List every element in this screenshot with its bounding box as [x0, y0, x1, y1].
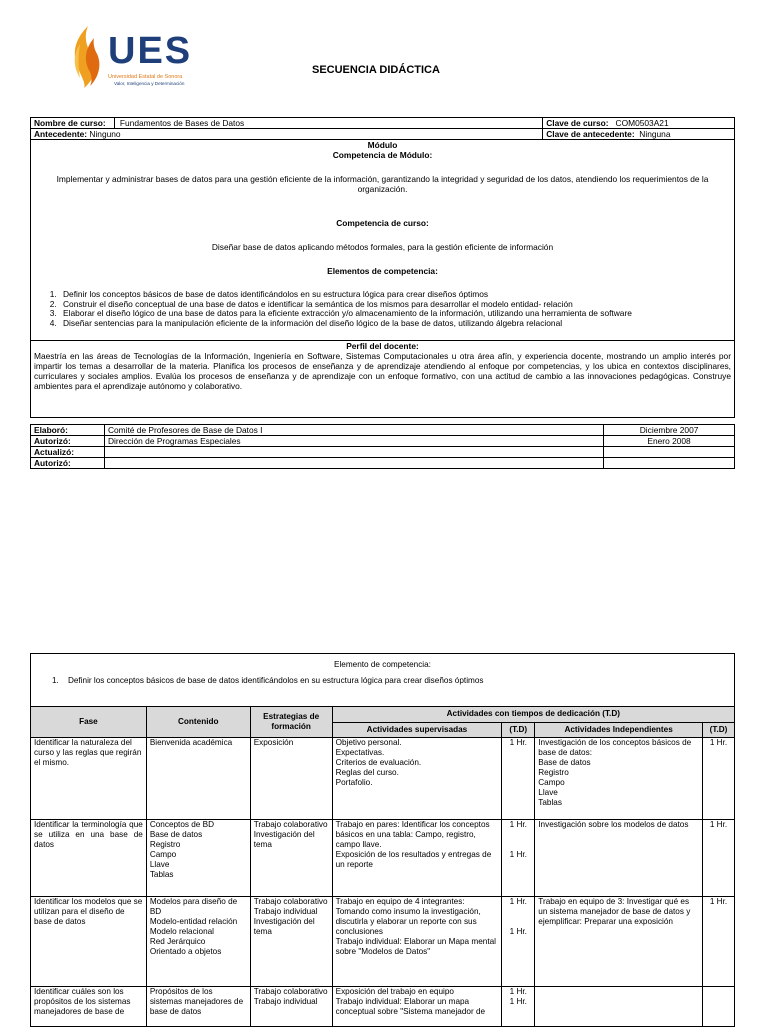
row-strategies: Exposición [250, 738, 332, 820]
document-title: SECUENCIA DIDÁCTICA [312, 64, 440, 76]
authorship-label: Actualizó: [31, 447, 105, 458]
row-td-supervised: 1 Hr. 1 Hr. [502, 897, 535, 987]
prereq-label: Antecedente: [34, 129, 88, 139]
authorship-value: Comité de Profesores de Base de Datos I [104, 425, 603, 436]
row-td-supervised: 1 Hr. [502, 738, 535, 820]
flame-icon [68, 24, 104, 90]
authorship-label: Autorizó: [31, 436, 105, 447]
sequence-table [30, 653, 735, 1027]
elements-list [34, 290, 731, 328]
authorship-date [604, 458, 735, 469]
course-key-label: Clave de curso: [546, 118, 609, 128]
element-line [34, 676, 731, 686]
profile-title: Perfil del docente: [346, 341, 419, 351]
authorship-value: Dirección de Programas Especiales [104, 436, 603, 447]
course-key-value: COM0503A21 [615, 118, 669, 128]
element-item: 1. Definir los conceptos básicos de base de datos identificándolos en su estructura lógica para crear diseños óptimos [59, 290, 731, 300]
logo-text: UES [108, 30, 193, 72]
element-header-cell [31, 654, 735, 707]
header-td-supervised: (T.D) [502, 722, 535, 738]
header-activities: Actividades con tiempos de dedicación (T.D) [332, 707, 734, 723]
authorship-table [30, 424, 735, 469]
row-supervised: Objetivo personal. Expectativas. Criterios de evaluación. Reglas del curso. Portafolio. [332, 738, 502, 820]
authorship-label: Elaboró: [31, 425, 105, 436]
sequence-row [31, 987, 735, 1027]
element-item: 4. Diseñar sentencias para la manipulación eficiente de la información del diseño lógico de la base de datos, utilizando álgebra relacional [59, 319, 731, 329]
row-td-supervised: 1 Hr. 1 Hr. [502, 987, 535, 1027]
row-td-independent [702, 987, 734, 1027]
university-logo [68, 22, 218, 94]
header-independent: Actividades Independientes [535, 722, 703, 738]
row-td-independent: 1 Hr. [702, 897, 734, 987]
profile-text: Maestría en las áreas de Tecnologías de la Información, Ingeniería en Software, Sistemas Computacionales u otra área afín, y experiencia docente, mostrando un amplio interés por impartir los temas a desarrollar de la materia. Planifica los procesos de enseñanza y de aprendizaje atendiendo al enfoque por competencias, y los ubica en contextos disciplinares, curriculares y sociales amplios. Evalúa los procesos de enseñanza y de aprendizaje con un enfoque formativo, con una actitud de cambio a las innovaciones pedagógicas. Construye ambientes para el aprendizaje autónomo y colaborativo. [34, 351, 731, 391]
elements-title: Elementos de competencia: [327, 266, 438, 276]
element-text: Definir los conceptos básicos de base de datos identificándolos en su estructura lógica para crear diseños óptimos [67, 676, 484, 685]
row-independent: Investigación de los conceptos básicos de base de datos: Base de datos Registro Campo Llave Tablas [535, 738, 703, 820]
authorship-row [31, 436, 735, 447]
module-title: Módulo [367, 140, 398, 150]
authorship-label: Autorizó: [31, 458, 105, 469]
course-key-cell [543, 118, 735, 129]
sequence-row [31, 738, 735, 820]
header-strategies: Estrategias de formación [250, 707, 332, 738]
prereq-key-cell [543, 129, 735, 140]
row-td-independent: 1 Hr. [702, 820, 734, 897]
course-competency-text: Diseñar base de datos aplicando métodos formales, para la gestión eficiente de información [211, 242, 554, 252]
course-info-table [30, 117, 735, 418]
row-independent [535, 987, 703, 1027]
row-supervised: Trabajo en equipo de 4 integrantes: Tomando como insumo la investigación, discutirla y elaborar un reporte con sus conclusiones Trabajo individual: Elaborar un Mapa mental sobre "Modelos de Datos" [332, 897, 502, 987]
element-title: Elemento de competencia: [334, 660, 431, 669]
course-name-label: Nombre de curso: [31, 118, 115, 129]
authorship-row [31, 458, 735, 469]
row-independent: Investigación sobre los modelos de datos [535, 820, 703, 897]
authorship-date: Diciembre 2007 [604, 425, 735, 436]
authorship-value [104, 447, 603, 458]
row-content: Conceptos de BD Base de datos Registro Campo Llave Tablas [146, 820, 250, 897]
course-competency-title: Competencia de curso: [336, 218, 429, 228]
row-strategies: Trabajo colaborativo Trabajo individual [250, 987, 332, 1027]
row-content: Propósitos de los sistemas manejadores de base de datos [146, 987, 250, 1027]
row-independent: Trabajo en equipo de 3: Investigar qué es un sistema manejador de base de datos y ejemplificar: Preparar una exposición [535, 897, 703, 987]
row-phase: Identificar la naturaleza del curso y las reglas que regirán el mismo. [31, 738, 147, 820]
module-competency-text: Implementar y administrar bases de datos para una gestión eficiente de la información, garantizando la integridad y seguridad de los datos, atendiendo los requerimientos de la organización. [56, 174, 709, 194]
module-cell [31, 140, 735, 341]
sequence-row [31, 897, 735, 987]
authorship-row [31, 447, 735, 458]
element-number: 1. [52, 676, 59, 685]
row-supervised: Exposición del trabajo en equipo Trabajo individual: Elaborar un mapa conceptual sobre "Sistema manejador de [332, 987, 502, 1027]
row-supervised: Trabajo en pares: Identificar los conceptos básicos en una tabla: Campo, registro, campo llave. Exposición de los resultados y entregas de un reporte [332, 820, 502, 897]
row-phase: Identificar la terminología que se utiliza en una base de datos [31, 820, 147, 897]
profile-cell [31, 341, 735, 418]
row-strategies: Trabajo colaborativo Trabajo individual Investigación del tema [250, 897, 332, 987]
prereq-key-value: Ninguna [639, 129, 671, 139]
row-td-supervised: 1 Hr. 1 Hr. [502, 820, 535, 897]
row-phase: Identificar cuáles son los propósitos de los sistemas manejadores de base de [31, 987, 147, 1027]
row-phase: Identificar los modelos que se utilizan para el diseño de base de datos [31, 897, 147, 987]
logo-tagline: Valor, Inteligencia y Determinación [114, 81, 185, 86]
course-name-value: Fundamentos de Bases de Datos [114, 118, 542, 129]
authorship-row [31, 425, 735, 436]
sequence-row [31, 820, 735, 897]
header-phase: Fase [31, 707, 147, 738]
header-td-independent: (T.D) [702, 722, 734, 738]
prereq-key-label: Clave de antecedente: [546, 129, 635, 139]
prereq-value: Ninguno [89, 129, 121, 139]
header-supervised: Actividades supervisadas [332, 722, 502, 738]
header-content: Contenido [146, 707, 250, 738]
authorship-value [104, 458, 603, 469]
row-content: Bienvenida académica [146, 738, 250, 820]
authorship-date: Enero 2008 [604, 436, 735, 447]
module-competency-title: Competencia de Módulo: [332, 150, 433, 160]
element-item: 3. Elaborar el diseño lógico de una base de datos para la eficiente extracción y/o almacenamiento de la información, utilizando una herramienta de software [59, 309, 731, 319]
row-content: Modelos para diseño de BD Modelo-entidad relación Modelo relacional Red Jerárquico Orientado a objetos [146, 897, 250, 987]
element-item: 2. Construir el diseño conceptual de una base de datos e identificar la semántica de los mismos para desarrollar el modelo entidad- relación [59, 300, 731, 310]
prereq-cell [31, 129, 543, 140]
row-strategies: Trabajo colaborativo Investigación del tema [250, 820, 332, 897]
authorship-date [604, 447, 735, 458]
logo-subtitle: Universidad Estatal de Sonora [108, 74, 183, 80]
row-td-independent: 1 Hr. [702, 738, 734, 820]
